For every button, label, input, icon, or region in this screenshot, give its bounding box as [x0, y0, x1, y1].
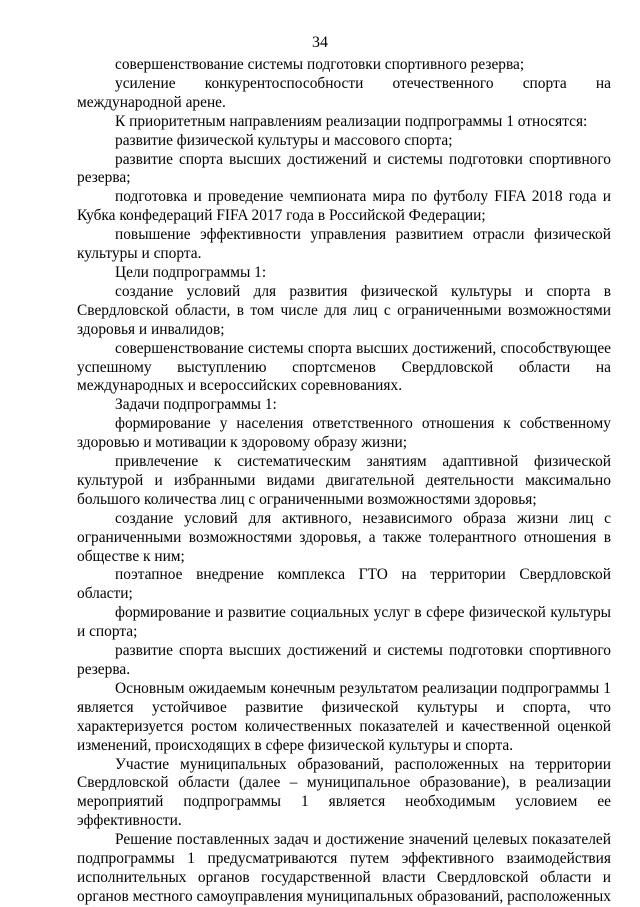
document-body — [77, 56, 611, 907]
paragraph: Основным ожидаемым конечным результатом реализации подпрограммы 1 является устойчивое развитие физической культуры и спорта, что характеризуется ростом количественных показателей и качественной оценкой изменений, происходящих в сфере физической культуры и спорта. — [77, 679, 611, 754]
paragraph: совершенствование системы спорта высших достижений, способствующее успешному выступлению спортсменов Свердловской области на международных и всероссийских соревнованиях. — [77, 339, 611, 395]
paragraph: привлечение к систематическим занятиям адаптивной физической культурой и избранными видами двигательной деятельности максимально большого количества лиц с ограниченными возможностями здоровья; — [77, 453, 611, 508]
paragraph: формирование у населения ответственного отношения к собственному здоровью и мотивации к здоровому образу жизни; — [77, 415, 611, 452]
paragraph: усиление конкурентоспособности отечественного спорта на международной арене. — [77, 74, 611, 111]
paragraph: К приоритетным направлениям реализации подпрограммы 1 относятся: — [115, 112, 588, 130]
paragraph: подготовка и проведение чемпионата мира по футболу FIFA 2018 года и Кубка конфедераций FIFA 2017 года в Российской Федерации; — [77, 188, 611, 225]
paragraph: развитие спорта высших достижений и системы подготовки спортивного резерва. — [77, 642, 611, 678]
paragraph: Решение поставленных задач и достижение значений целевых показателей подпрограммы 1 предусматриваются путем эффективного взаимодействия исполнительных органов государственной власти Свердловской области и органов местного самоуправления муниципальных образований, расположенных — [77, 831, 611, 905]
paragraph: Задачи подпрограммы 1: — [115, 396, 277, 414]
paragraph: Цели подпрограммы 1: — [115, 263, 267, 281]
paragraph: развитие физической культуры и массового спорта; — [115, 131, 453, 149]
paragraph: создание условий для активного, независимого образа жизни лиц с ограниченными возможностями здоровья, а также толерантного отношения в обществе к ним; — [77, 509, 611, 565]
paragraph: развитие спорта высших достижений и системы подготовки спортивного резерва; — [77, 150, 611, 187]
paragraph: поэтапное внедрение комплекса ГТО на территории Свердловской области; — [77, 566, 611, 603]
paragraph: повышение эффективности управления развитием отрасли физической культуры и спорта. — [77, 226, 611, 263]
paragraph: формирование и развитие социальных услуг в сфере физической культуры и спорта; — [77, 604, 611, 641]
paragraph: создание условий для развития физической культуры и спорта в Свердловской области, в том числе для лиц с ограниченными возможностями здоровья и инвалидов; — [77, 282, 611, 338]
page-number: 34 — [312, 34, 328, 51]
paragraph: Участие муниципальных образований, расположенных на территории Свердловской области (далее – муниципальное образование), в реализации мероприятий подпрограммы 1 является необходимым условием ее эффективности. — [77, 755, 611, 830]
paragraph: совершенствование системы подготовки спортивного резерва; — [115, 56, 525, 73]
